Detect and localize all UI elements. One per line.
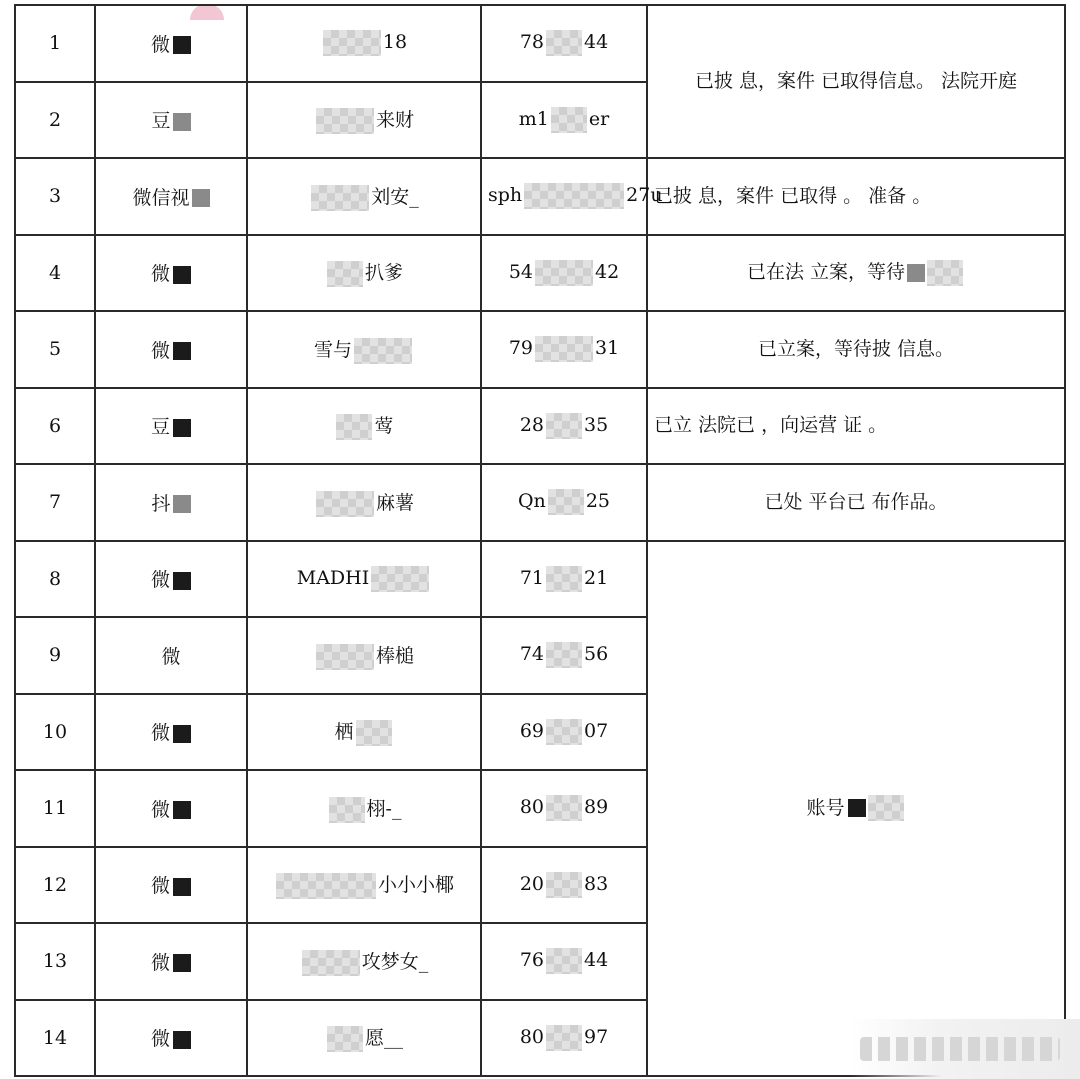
row-number: 10 xyxy=(15,694,95,771)
row-number: 6 xyxy=(15,388,95,465)
row-number: 13 xyxy=(15,923,95,1000)
uid-cell: m1 er xyxy=(481,82,647,159)
status-cell: 已立案，等待披 信息。 xyxy=(647,311,1065,388)
row-number: 2 xyxy=(15,82,95,159)
row-number: 12 xyxy=(15,847,95,924)
account-cell: 栩-_ xyxy=(247,770,481,847)
uid-cell: 76 44 xyxy=(481,923,647,1000)
uid-cell: 71 21 xyxy=(481,541,647,618)
row-number: 9 xyxy=(15,617,95,694)
platform-cell: 微 xyxy=(95,311,247,388)
account-cell: 栖 xyxy=(247,694,481,771)
row-number: 14 xyxy=(15,1000,95,1077)
row-number: 1 xyxy=(15,5,95,82)
status-cell: 已披 息，案件 已取得信息。 法院开庭 xyxy=(647,5,1065,158)
platform-cell: 豆 xyxy=(95,82,247,159)
account-cell: 棒槌 xyxy=(247,617,481,694)
account-cell: 雪与 xyxy=(247,311,481,388)
account-cell: 攻梦女_ xyxy=(247,923,481,1000)
account-cell: 莺 xyxy=(247,388,481,465)
table-row xyxy=(15,158,1065,235)
uid-cell: 80 89 xyxy=(481,770,647,847)
uid-cell: Qn 25 xyxy=(481,464,647,541)
platform-cell: 微 xyxy=(95,694,247,771)
row-number: 4 xyxy=(15,235,95,312)
platform-cell: 微 xyxy=(95,541,247,618)
table-row xyxy=(15,541,1065,618)
table-row xyxy=(15,311,1065,388)
status-cell: 已立 法院已 ，向运营 证 。 xyxy=(647,388,1065,465)
platform-cell: 抖 xyxy=(95,464,247,541)
table-row xyxy=(15,388,1065,465)
uid-cell: sph 27u xyxy=(481,158,647,235)
uid-cell: 74 56 xyxy=(481,617,647,694)
uid-cell: 54 42 xyxy=(481,235,647,312)
platform-cell: 微 xyxy=(95,617,247,694)
status-cell: 已在法 立案，等待 xyxy=(647,235,1065,312)
platform-cell: 微 xyxy=(95,235,247,312)
uid-cell: 79 31 xyxy=(481,311,647,388)
row-number: 5 xyxy=(15,311,95,388)
platform-cell: 微 xyxy=(95,923,247,1000)
platform-cell: 微信视 xyxy=(95,158,247,235)
table-row xyxy=(15,5,1065,82)
row-number: 3 xyxy=(15,158,95,235)
account-cell: 麻薯 xyxy=(247,464,481,541)
row-number: 8 xyxy=(15,541,95,618)
platform-cell: 微 xyxy=(95,1000,247,1077)
row-number: 11 xyxy=(15,770,95,847)
uid-cell: 80 97 xyxy=(481,1000,647,1077)
table-row xyxy=(15,235,1065,312)
platform-cell: 微 xyxy=(95,847,247,924)
uid-cell: 69 07 xyxy=(481,694,647,771)
watermark xyxy=(860,1037,1060,1061)
uid-cell: 28 35 xyxy=(481,388,647,465)
status-cell-merged: 账号 xyxy=(647,541,1065,1077)
row-number: 7 xyxy=(15,464,95,541)
platform-cell: 微 xyxy=(95,5,247,82)
account-cell: 来财 xyxy=(247,82,481,159)
platform-cell: 微 xyxy=(95,770,247,847)
uid-cell: 20 83 xyxy=(481,847,647,924)
account-cell: 愿__ xyxy=(247,1000,481,1077)
table-row xyxy=(15,464,1065,541)
status-cell: 已处 平台已 布作品。 xyxy=(647,464,1065,541)
account-cell: MADHI xyxy=(247,541,481,618)
account-cell: 扒爹 xyxy=(247,235,481,312)
case-table xyxy=(14,4,1066,1077)
account-cell: 小小小椰 xyxy=(247,847,481,924)
platform-cell: 豆 xyxy=(95,388,247,465)
status-cell: 已披 息，案件 已取得 。 准备 。 xyxy=(647,158,1065,235)
uid-cell: 78 44 xyxy=(481,5,647,82)
account-cell: 18 xyxy=(247,5,481,82)
account-cell: 刘安_ xyxy=(247,158,481,235)
